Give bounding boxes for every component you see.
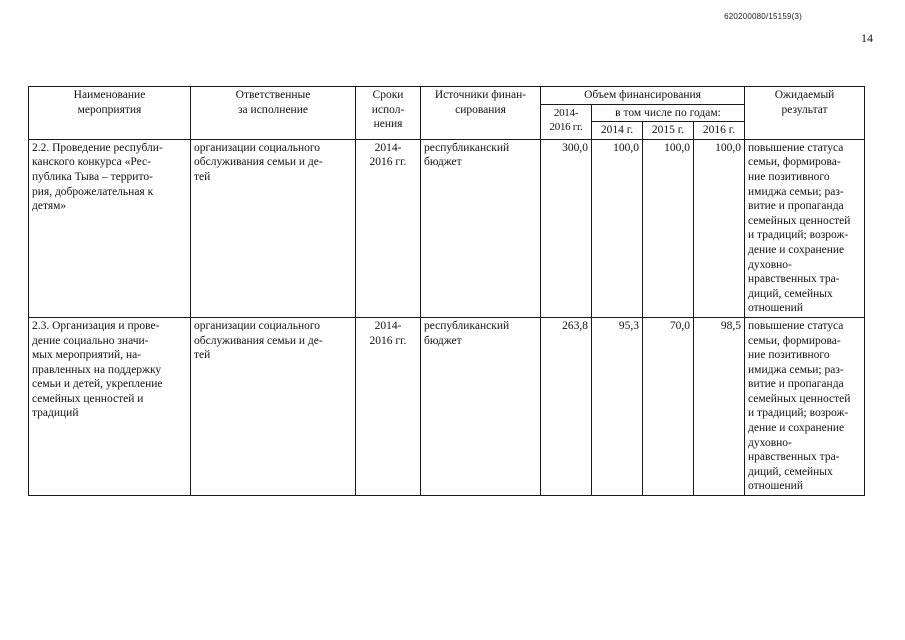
- row-year-2016: 100,0: [694, 139, 745, 317]
- text-line: семейных ценностей: [748, 214, 851, 227]
- text-line: мых мероприятий, на-: [32, 349, 142, 362]
- header-year-2014: 2014 г.: [592, 122, 643, 140]
- header-total-period: [541, 104, 592, 139]
- text-line: 2016 гг.: [369, 156, 407, 169]
- text-line: ние позитивного: [748, 349, 830, 362]
- text-line: семейных ценностей: [748, 392, 851, 405]
- row-source: [421, 139, 541, 317]
- text-line: повышение статуса: [748, 141, 844, 154]
- header-expected-result: [745, 87, 865, 140]
- header-by-years: в том числе по годам:: [592, 104, 745, 122]
- text-line: 2014-: [374, 319, 402, 332]
- text-line: семьи, формирова-: [748, 156, 841, 169]
- row-expected-result: [745, 317, 865, 495]
- row-year-2014: 100,0: [592, 139, 643, 317]
- text-line: Наименование: [73, 89, 146, 101]
- text-line: дение и сохранение: [748, 422, 845, 435]
- text-line: детям»: [32, 200, 67, 213]
- text-line: бюджет: [424, 334, 462, 347]
- text-line: результат: [781, 103, 828, 116]
- row-responsible: [191, 317, 356, 495]
- text-line: и традиций; возрож-: [748, 407, 849, 420]
- text-line: обслуживания семьи и де-: [194, 334, 323, 347]
- text-line: 2016 гг.: [549, 121, 583, 134]
- text-line: духовно-: [748, 436, 792, 449]
- text-line: правленных на поддержку: [32, 363, 162, 376]
- row-total: 300,0: [541, 139, 592, 317]
- document-id: 620200080/15159(3): [724, 12, 802, 21]
- text-line: Ожидаемый: [774, 89, 835, 101]
- text-line: мероприятия: [77, 103, 142, 116]
- text-line: семьи и детей, укрепление: [32, 378, 163, 391]
- text-line: традиций: [32, 407, 79, 420]
- text-line: диций, семейных: [748, 287, 833, 300]
- text-line: дение социально значи-: [32, 334, 149, 347]
- text-line: семейных ценностей и: [32, 392, 144, 405]
- text-line: Ответственные: [235, 89, 311, 101]
- text-line: рия, доброжелательная к: [32, 185, 154, 198]
- text-line: Сроки: [372, 89, 404, 101]
- text-line: канского конкурса «Рес-: [32, 156, 151, 169]
- row-year-2015: 70,0: [643, 317, 694, 495]
- row-source: [421, 317, 541, 495]
- text-line: за исполнение: [238, 103, 308, 116]
- header-terms: [356, 87, 421, 140]
- header-year-2015: 2015 г.: [643, 122, 694, 140]
- text-line: организации социального: [194, 141, 321, 154]
- header-responsible: [191, 87, 356, 140]
- text-line: нравственных тра-: [748, 451, 840, 464]
- row-terms: [356, 139, 421, 317]
- text-line: 2.3. Организация и прове-: [32, 319, 160, 332]
- text-line: ние позитивного: [748, 170, 830, 183]
- text-line: 2014-: [374, 141, 402, 154]
- row-total: 263,8: [541, 317, 592, 495]
- text-line: организации социального: [194, 319, 321, 332]
- program-table: [28, 86, 865, 496]
- row-terms: [356, 317, 421, 495]
- row-activity-name: [29, 139, 191, 317]
- row-responsible: [191, 139, 356, 317]
- text-line: 2014-: [553, 106, 579, 119]
- page-number: 14: [861, 31, 873, 45]
- header-sources: [421, 87, 541, 140]
- text-line: республиканский: [424, 319, 510, 332]
- row-expected-result: [745, 139, 865, 317]
- text-line: 2.2. Проведение республи-: [32, 141, 163, 154]
- text-line: нения: [373, 118, 403, 131]
- text-line: дение и сохранение: [748, 243, 845, 256]
- text-line: духовно-: [748, 258, 792, 271]
- text-line: отношений: [748, 480, 803, 493]
- text-line: имиджа семьи; раз-: [748, 185, 844, 198]
- table-row: [29, 317, 865, 495]
- row-activity-name: [29, 317, 191, 495]
- text-line: и традиций; возрож-: [748, 229, 849, 242]
- table-row: [29, 139, 865, 317]
- row-year-2016: 98,5: [694, 317, 745, 495]
- text-line: повышение статуса: [748, 319, 844, 332]
- text-line: бюджет: [424, 156, 462, 169]
- text-line: публика Тыва – террито-: [32, 170, 153, 183]
- text-line: отношений: [748, 302, 803, 315]
- text-line: нравственных тра-: [748, 273, 840, 286]
- header-year-2016: 2016 г.: [694, 122, 745, 140]
- text-line: сирования: [455, 103, 506, 116]
- text-line: испол-: [371, 103, 405, 116]
- text-line: витие и пропаганда: [748, 200, 844, 213]
- text-line: тей: [194, 349, 211, 362]
- text-line: диций, семейных: [748, 465, 833, 478]
- text-line: обслуживания семьи и де-: [194, 156, 323, 169]
- text-line: Источники финан-: [434, 89, 527, 101]
- text-line: имиджа семьи; раз-: [748, 363, 844, 376]
- row-year-2015: 100,0: [643, 139, 694, 317]
- header-funding-volume: Объем финансирования: [541, 87, 745, 105]
- text-line: республиканский: [424, 141, 510, 154]
- text-line: семьи, формирова-: [748, 334, 841, 347]
- text-line: тей: [194, 170, 211, 183]
- text-line: витие и пропаганда: [748, 378, 844, 391]
- text-line: 2016 гг.: [369, 334, 407, 347]
- header-name: [29, 87, 191, 140]
- row-year-2014: 95,3: [592, 317, 643, 495]
